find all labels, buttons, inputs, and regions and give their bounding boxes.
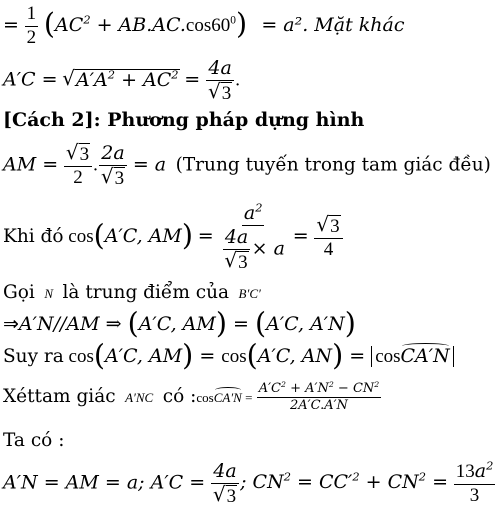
- equation-line-5: Khi đó cos(A′C, AM) = $a^2$ 4a √ 3 × a = √ 3 4: [3, 203, 344, 273]
- equation-line-9: Xéttam giác A′NC có :cosCA′N = $\frac{A'C^2 + A'N^2 - CN^2}{2A'C.A'N}$: [3, 379, 380, 414]
- line1-text: = a². Mặt khác: [261, 13, 405, 36]
- equation-line-1: = $\frac{1}{2}$ $(AC^2 + AB.AC.\cos 60^0)$ = a². Mặt khác: [3, 3, 405, 48]
- equation-line-7: ⇒A′N//AM ⇒ (A′C, AM) = (A′C, A′N): [3, 307, 356, 340]
- line6-text-a: Gọi: [3, 282, 35, 303]
- fraction-one-half: $\frac{1}{2}$: [26, 3, 37, 48]
- line9-text-b: có :: [162, 386, 197, 408]
- equation-line-6: Gọi N là trung điểm của B′C′: [3, 282, 261, 303]
- equation-line-8: Suy ra cos(A′C, AM) = cos(A′C, AN) = cosCA′N: [3, 345, 454, 368]
- equation-line-4: AM = √ 3 2 . 2a √ 3 = a (Trung tuyến trong tam giác đều): [3, 140, 491, 189]
- equation-line-11: A′N = AM = a; A′C = 4a √ 3 ; $CN^2 = CC'^2 + CN^2$ = $\frac{13a^2}{3}$: [3, 458, 494, 507]
- section-heading: [Cách 2]: Phương pháp dựng hình: [3, 109, 365, 131]
- line10-text: Ta có :: [3, 430, 65, 451]
- equation-line-2: A′C = √ $A'A^2 + AC^2$ = 4a √ 3 .: [3, 57, 240, 104]
- cosine-rule-fraction: $\frac{A'C^2 + A'N^2 - CN^2}{2A'C.A'N}$: [258, 379, 380, 414]
- cos-fraction: $a^2$ 4a √ 3 × a: [224, 200, 285, 273]
- line5-text: Khi đó: [3, 226, 64, 248]
- fraction-4a-sqrt3: 4a √ 3: [207, 57, 232, 104]
- sqrt-expression: √ $A'A^2 + AC^2$: [62, 66, 179, 92]
- line8-text: Suy ra: [3, 346, 64, 368]
- line9-text-a: Xéttam giác: [3, 386, 116, 408]
- line6-text-b: là trung điểm của: [62, 282, 230, 303]
- line4-note: (Trung tuyến trong tam giác đều): [175, 154, 491, 176]
